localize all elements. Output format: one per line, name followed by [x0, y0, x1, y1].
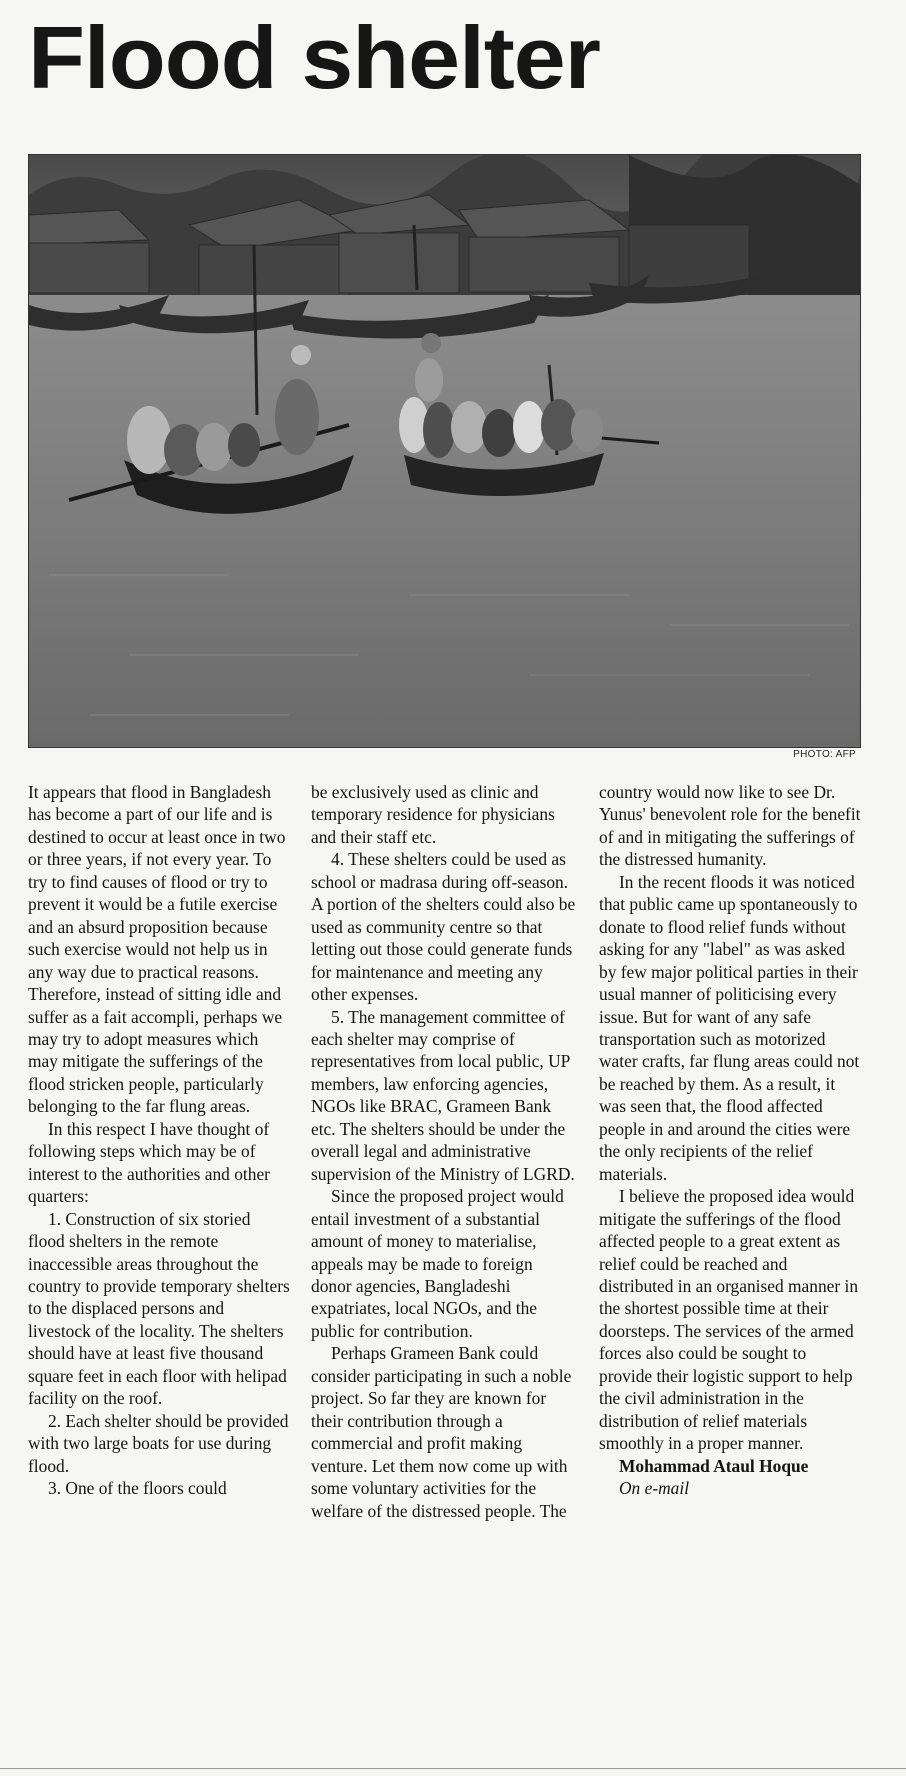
- paragraph: I believe the proposed idea would mitigate the sufferings of the flood affected people to a great extent as relief could be reached and distributed in an organised manner in the shortest possible time at their doorsteps. The services of the armed forces also could be sought to provide their logistic support to help the civil administration in the distribution of relief materials smoothly in a proper manner.: [599, 1186, 859, 1454]
- paragraph: Since the proposed project would entail investment of a substantial amount of money to materialise, appeals may be made to foreign donor agencies, Bangladeshi expatriates, local NGOs, and the public for contribution.: [311, 1186, 564, 1341]
- paragraph: 2. Each shelter should be provided with two large boats for use during flood.: [28, 1410, 289, 1476]
- paragraph: 1. Construction of six storied flood shelters in the remote inaccessible areas throughout the country to provide temporary shelters to the displaced persons and livestock of the locality. The shelters should have at least five thousand square feet in each floor with helipad facility on the roof.: [28, 1208, 290, 1409]
- paragraph: In the recent floods it was noticed that public came up spontaneously to donate to flood relief funds without asking for any "label" as was asked by few major political parties in their usual manner of politicising every issue. But for want of any safe transportation such as motorized water crafts, far flung areas could not be reached by them. As a result, it was seen that, the flood affected people in and around the cities were the only recipients of the relief materials.: [599, 871, 860, 1184]
- photo-credit: PHOTO: AFP: [793, 749, 856, 760]
- article-column-3: [599, 781, 861, 1500]
- flood-scene-illustration: [29, 155, 860, 747]
- paragraph: It appears that flood in Bangladesh has become a part of our life and is destined to occur at least once in two or three years, if not every year. To try to find causes of flood or try to prevent it would be a futile exercise and an absurd proposition because such exercise would not help us in any way due to practical reasons. Therefore, instead of sitting idle and suffer as a fait accompli, perhaps we may try to adopt measures which may mitigate the sufferings of the flood stricken people, particularly belonging to the far flung areas.: [28, 782, 286, 1117]
- paragraph: 3. One of the floors could: [48, 1478, 227, 1499]
- paragraph: country would now like to see Dr. Yunus' benevolent role for the benefit of and in mitigating the sufferings of the distressed humanity.: [599, 782, 861, 870]
- paragraph: Perhaps Grameen Bank could consider participating in such a noble project. So far they are known for their contribution through a commercial and profit making venture. Let them now come up with some voluntary activities for the welfare of the distressed people. The: [311, 1343, 572, 1521]
- author-name: Mohammad Ataul Hoque: [619, 1455, 809, 1476]
- paragraph: In this respect I have thought of following steps which may be of interest to the authorities and other quarters:: [28, 1118, 270, 1207]
- paragraph: 5. The management committee of each shelter may comprise of representatives from local public, UP members, law enforcing agencies, NGOs like BRAC, Grameen Bank etc. The shelters should be under the overall legal and administrative supervision of the Ministry of LGRD.: [311, 1006, 575, 1184]
- headline: Flood shelter: [28, 8, 600, 107]
- bottom-rule: [0, 1768, 906, 1769]
- flood-photo: [28, 154, 861, 748]
- author-location: On e-mail: [619, 1478, 690, 1499]
- paragraph: 4. These shelters could be used as school or madrasa during off-season. A portion of the shelters could also be used as community centre so that letting out those could generate funds for maintenance and meeting any other expenses.: [311, 849, 576, 1005]
- article-column-1: [28, 781, 290, 1500]
- article-column-2: [311, 781, 577, 1522]
- paragraph: be exclusively used as clinic and temporary residence for physicians and their staff etc.: [311, 782, 555, 847]
